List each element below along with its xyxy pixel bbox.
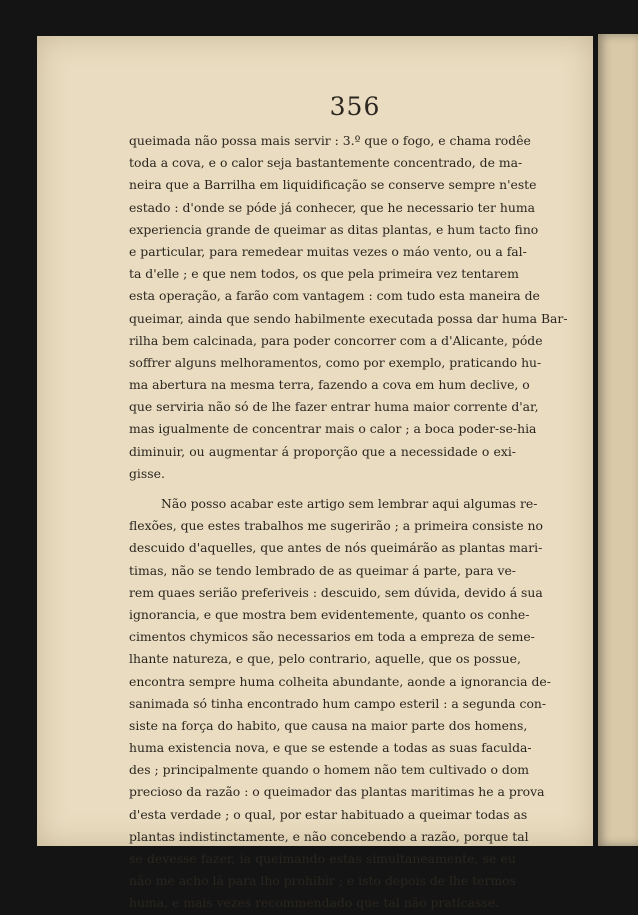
text-line: precioso da razão : o queimador das plantas maritimas he a prova — [129, 784, 545, 800]
body-text — [129, 130, 568, 915]
adjacent-page-edge — [598, 34, 638, 846]
text-line: timas, não se tendo lembrado de as queimar á parte, para ve- — [129, 562, 516, 578]
text-line: huma, e mais vezes recommendado que tal não praticasse. — [129, 895, 499, 911]
text-line: estado : d'onde se póde já conhecer, que he necessario ter huma — [129, 199, 535, 215]
text-line: queimada não possa mais servir : 3.º que o fogo, e chama rodêe — [129, 133, 531, 148]
page-number: 356 — [329, 92, 381, 121]
text-line: diminuir, ou augmentar á proporção que a necessidade o exi- — [129, 443, 516, 459]
text-line: experiencia grande de queimar as ditas plantas, e hum tacto fino — [129, 221, 539, 237]
text-line: esta operação, a farão com vantagem : com tudo esta maneira de — [129, 288, 540, 304]
text-line: descuido d'aquelles, que antes de nós queimárão as plantas mari- — [129, 540, 543, 556]
text-line: sanimada só tinha encontrado hum campo esteril : a segunda con- — [129, 695, 547, 711]
text-line: mas igualmente de concentrar mais o calor ; a boca poder-se-hia — [129, 421, 537, 437]
text-line: d'esta verdade ; o qual, por estar habituado a queimar todas as — [129, 806, 528, 822]
text-line: cimentos chymicos são necessarios em toda a empreza de seme- — [129, 629, 535, 645]
text-line: des ; principalmente quando o homem não tem cultivado o dom — [129, 762, 530, 778]
text-line: ma abertura na mesma terra, fazendo a cova em hum declive, o — [129, 377, 530, 393]
text-line: plantas indistinctamente, e não concebendo a razão, porque tal — [129, 828, 529, 844]
text-line: ta d'elle ; e que nem todos, os que pela primeira vez tentarem — [129, 266, 519, 282]
text-line: soffrer alguns melhoramentos, como por exemplo, praticando hu- — [129, 354, 542, 370]
text-line: se devesse fazer, ia queimando estas simultaneamente, se eu — [129, 851, 516, 866]
text-line: toda a cova, e o calor seja bastantemente concentrado, de ma- — [129, 155, 523, 171]
text-line: huma existencia nova, e que se estende a todas as suas faculda- — [129, 740, 532, 756]
paragraph-gap — [129, 485, 516, 493]
text-line: que serviria não só de lhe fazer entrar huma maior corrente d'ar, — [129, 399, 539, 415]
text-line: queimar, ainda que sendo habilmente executada possa dar huma Bar- — [129, 310, 568, 326]
text-line: não me acho lá para lho prohibir ; e isto depois de lhe termos — [129, 873, 516, 889]
text-line: lhante natureza, e que, pelo contrario, aquelle, que os possue, — [129, 651, 521, 667]
text-line: Não posso acabar este artigo sem lembrar aqui algumas re- — [161, 496, 538, 511]
text-line: encontra sempre huma colheita abundante, aonde a ignorancia de- — [129, 673, 551, 689]
text-line: neira que a Barrilha em liquidificação se conserve sempre n'este — [129, 177, 537, 193]
text-line: flexões, que estes trabalhos me sugerirão ; a primeira consiste no — [129, 518, 543, 534]
text-line: rem quaes serião preferiveis : descuido, sem dúvida, devido á sua — [129, 584, 543, 600]
text-line: rilha bem calcinada, para poder concorrer com a d'Alicante, póde — [129, 332, 543, 348]
text-line: ignorancia, e que mostra bem evidentemente, quanto os conhe- — [129, 606, 530, 622]
text-line: gisse. — [129, 465, 165, 481]
text-line: e particular, para remedear muitas vezes o máo vento, ou a fal- — [129, 243, 527, 259]
text-line: siste na força do habito, que causa na maior parte dos homens, — [129, 717, 528, 733]
